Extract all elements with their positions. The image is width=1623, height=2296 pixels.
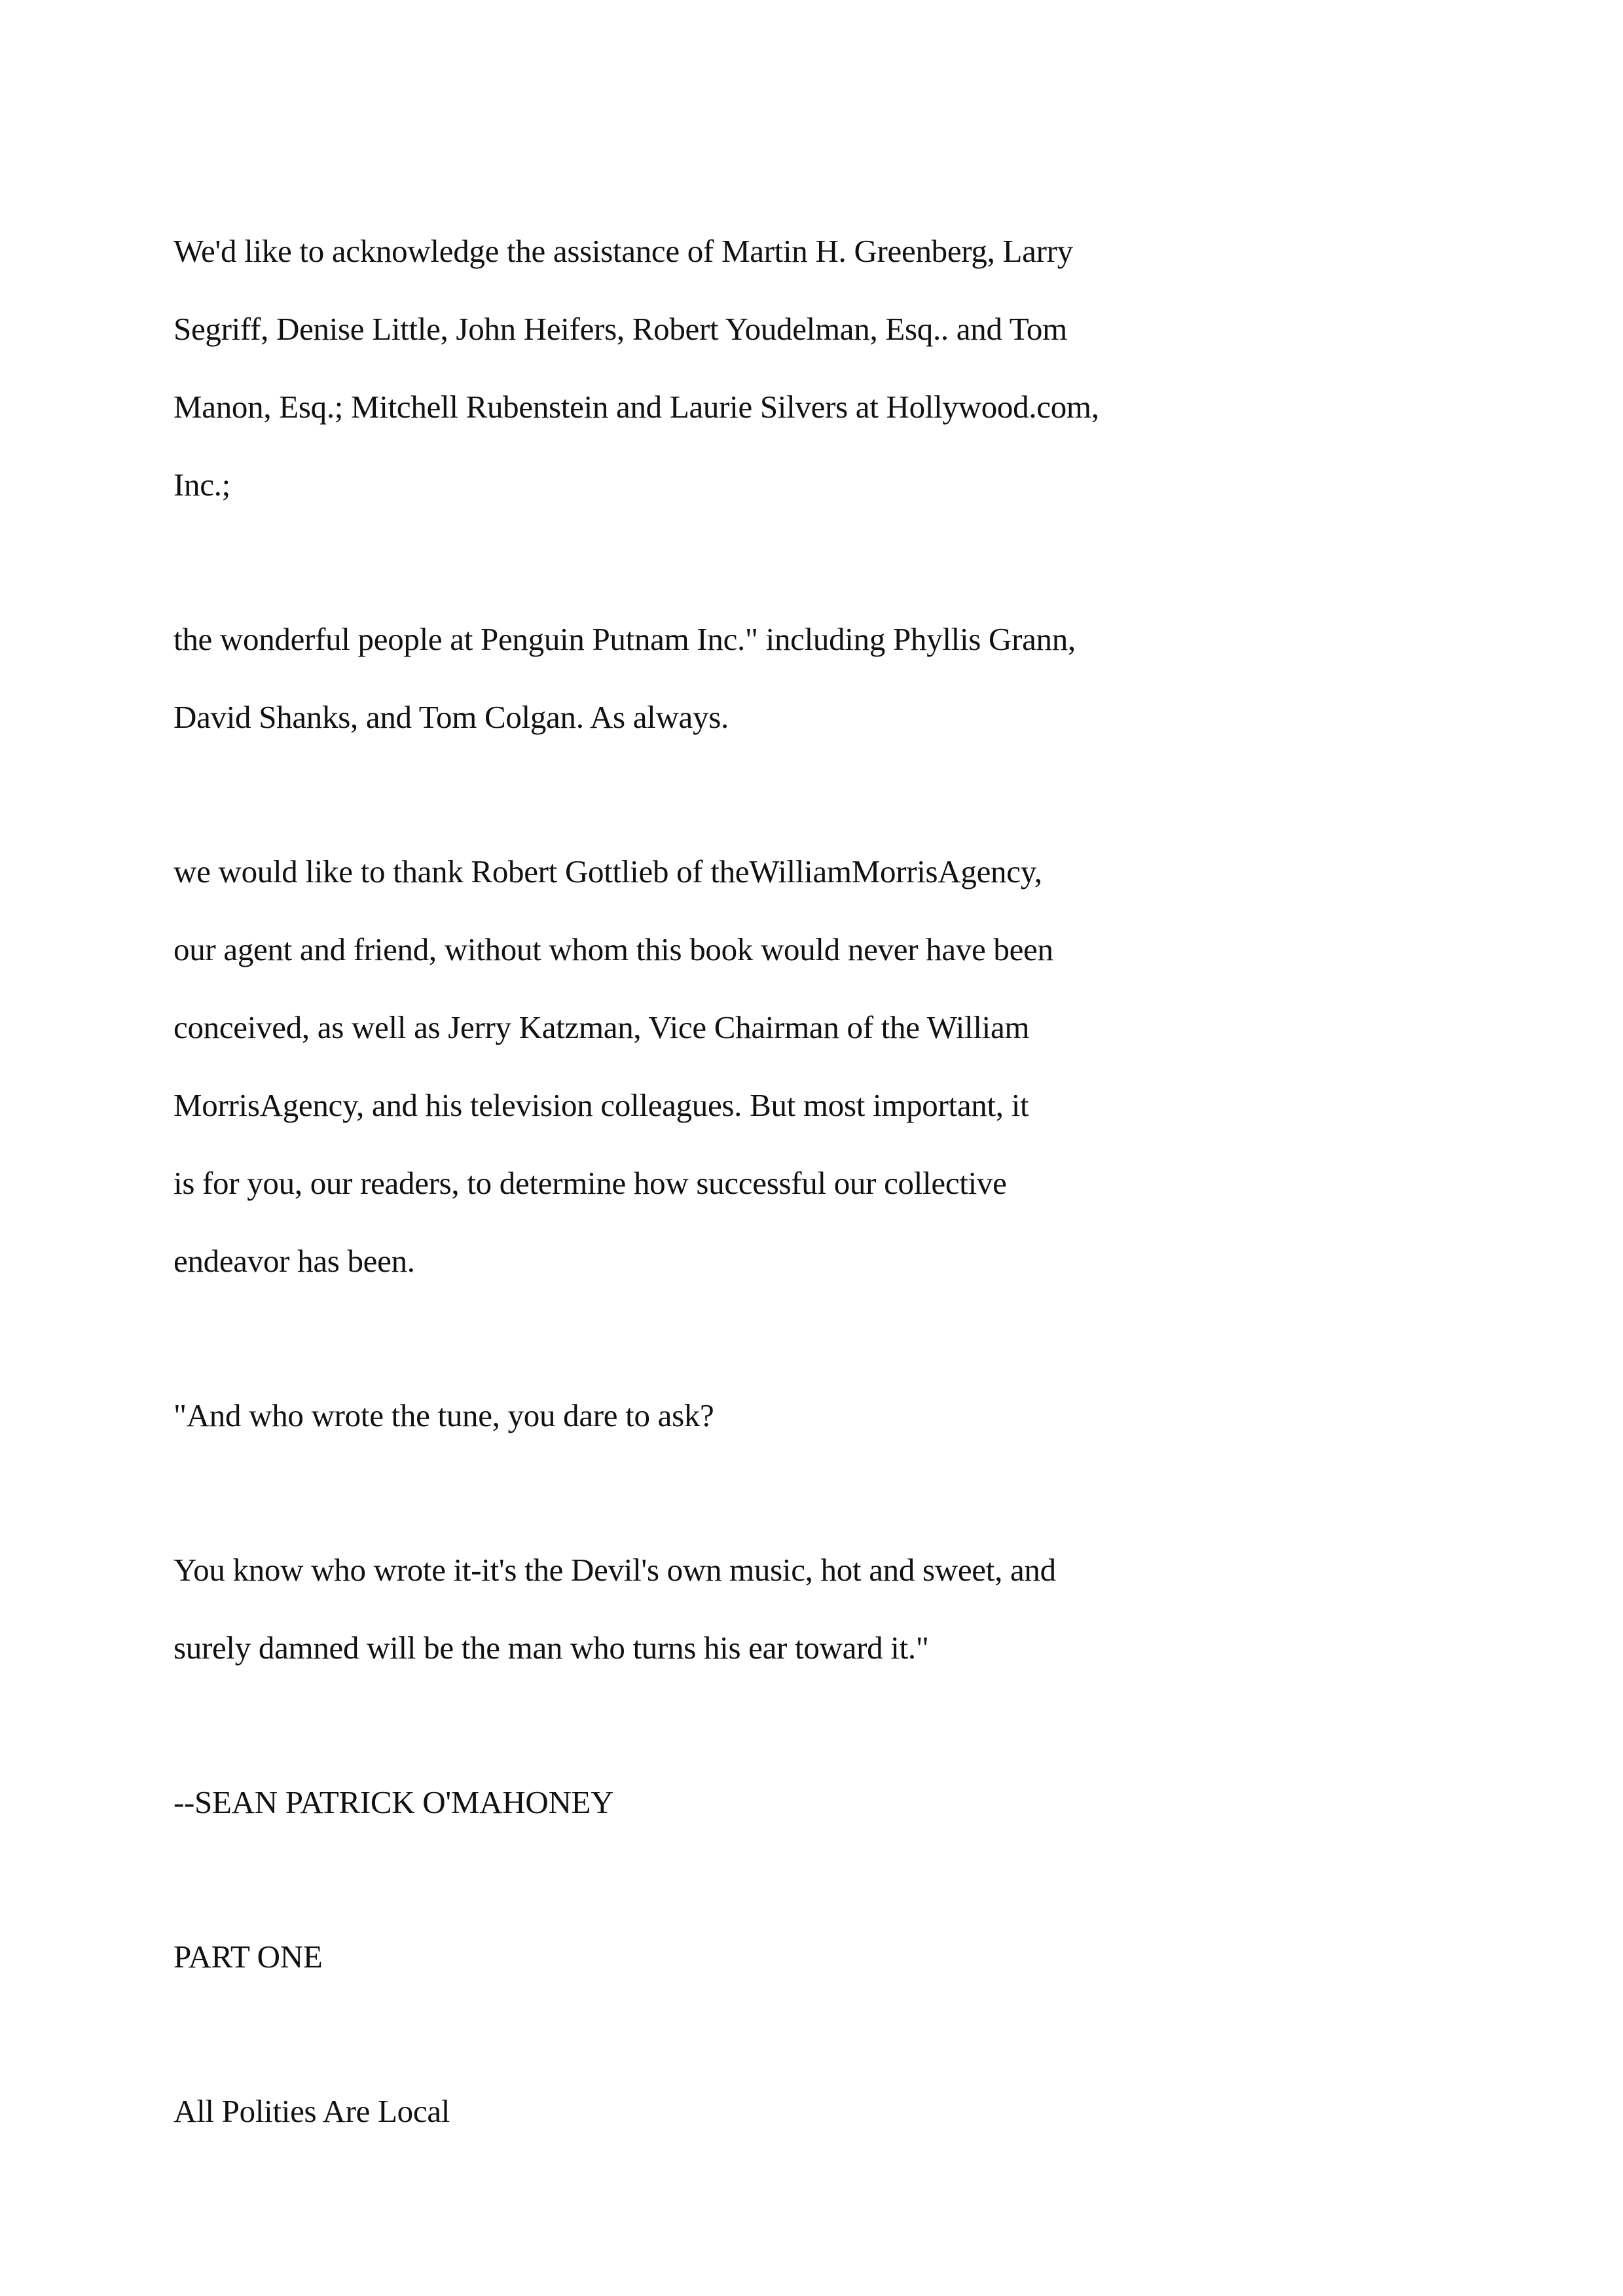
part-heading: PART ONE [173,1939,323,1975]
epigraph-line-2: You know who wrote it-it's the Devil's own music, hot and sweet, and [173,1552,1056,1588]
ack-line-1: We'd like to acknowledge the assistance of Martin H. Greenberg, Larry [173,233,1073,269]
epigraph-attribution: --SEAN PATRICK O'MAHONEY [173,1784,614,1820]
ack-line-6: David Shanks, and Tom Colgan. As always. [173,699,729,735]
chapter-title: All Polities Are Local [173,2093,450,2129]
ack-line-3: Manon, Esq.; Mitchell Rubenstein and Laurie Silvers at Hollywood.com, [173,389,1099,425]
ack-line-8: our agent and friend, without whom this book would never have been [173,931,1053,967]
ack-line-5: the wonderful people at Penguin Putnam Inc." including Phyllis Grann, [173,621,1076,657]
ack-line-4: Inc.; [173,467,230,503]
ack-line-10: MorrisAgency, and his television colleagues. But most important, it [173,1087,1029,1123]
ack-line-2: Segriff, Denise Little, John Heifers, Robert Youdelman, Esq.. and Tom [173,311,1067,347]
epigraph-line-1: "And who wrote the tune, you dare to ask? [173,1397,714,1433]
ack-line-7: we would like to thank Robert Gottlieb of theWilliamMorrisAgency, [173,853,1042,889]
ack-line-12: endeavor has been. [173,1243,415,1279]
ack-line-9: conceived, as well as Jerry Katzman, Vice Chairman of the William [173,1009,1030,1045]
ack-line-11: is for you, our readers, to determine how successful our collective [173,1165,1007,1201]
epigraph-line-3: surely damned will be the man who turns his ear toward it." [173,1630,929,1666]
